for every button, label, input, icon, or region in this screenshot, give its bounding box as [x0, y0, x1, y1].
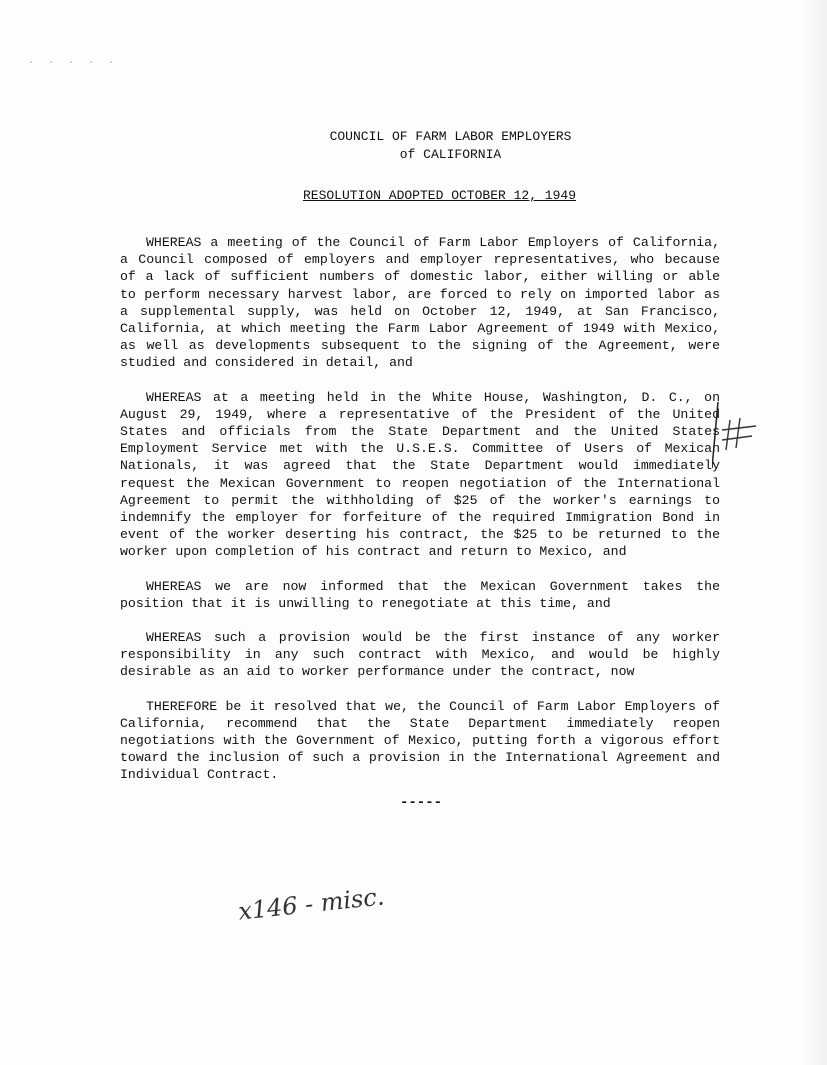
header-line-1: COUNCIL OF FARM LABOR EMPLOYERS — [329, 129, 572, 144]
paragraph-5: THEREFORE be it resolved that we, the Council of Farm Labor Employers of California, recommend that the State Department immediately reopen negotiations with the Government of Mexico, putting forth a vigorous effort toward the inclusion of such a provision in the International Agreement and Individual Contract. — [120, 698, 720, 783]
separator: ----- — [400, 795, 443, 811]
paragraph-3: WHEREAS we are now informed that the Mexican Government takes the position that it is unwilling to renegotiate at this time, and — [120, 578, 720, 611]
margin-bracket-mark — [712, 400, 758, 470]
margin-marks: · · · · · — [28, 58, 119, 69]
resolution-body — [120, 234, 720, 801]
paragraph-4: WHEREAS such a provision would be the first instance of any worker responsibility in any such contract with Mexico, and would be highly desirable as an aid to worker performance under the contract, now — [120, 630, 720, 680]
handwritten-note: x146 - misc. — [236, 882, 386, 926]
resolution-title — [0, 188, 827, 203]
paragraph-2: WHEREAS at a meeting held in the White House, Washington, D. C., on August 29, 1949, where a representative of the President of the United States and officials from the State Department and the United States Employment Service met with the U.S.E.S. Committee of Users of Mexican Nationals, it was agreed that the State Department would immediately request the Mexican Government to reopen negotiation of the International Agreement to permit the withholding of $25 of the worker's earnings to indemnify the employer for forfeiture of the required Immigration Bond in event of the worker deserting his contract, the $25 to be returned to the worker upon completion of his contract and return to Mexico, and — [120, 389, 720, 560]
document-header — [0, 128, 827, 164]
header-line-2: of CALIFORNIA — [399, 147, 502, 162]
resolution-title-text: RESOLUTION ADOPTED OCTOBER 12, 1949 — [302, 188, 577, 203]
paragraph-1: WHEREAS a meeting of the Council of Farm Labor Employers of California, a Council composed of employers and employer representatives, who because of a lack of sufficient numbers of domestic labor, either willing or able to perform necessary harvest labor, are forced to rely on imported labor as a supplemental supply, was held on October 12, 1949, at San Francisco, California, at which meeting the Farm Labor Agreement of 1949 with Mexico, as well as developments subsequent to the signing of the Agreement, were studied and considered in detail, and — [120, 235, 720, 371]
